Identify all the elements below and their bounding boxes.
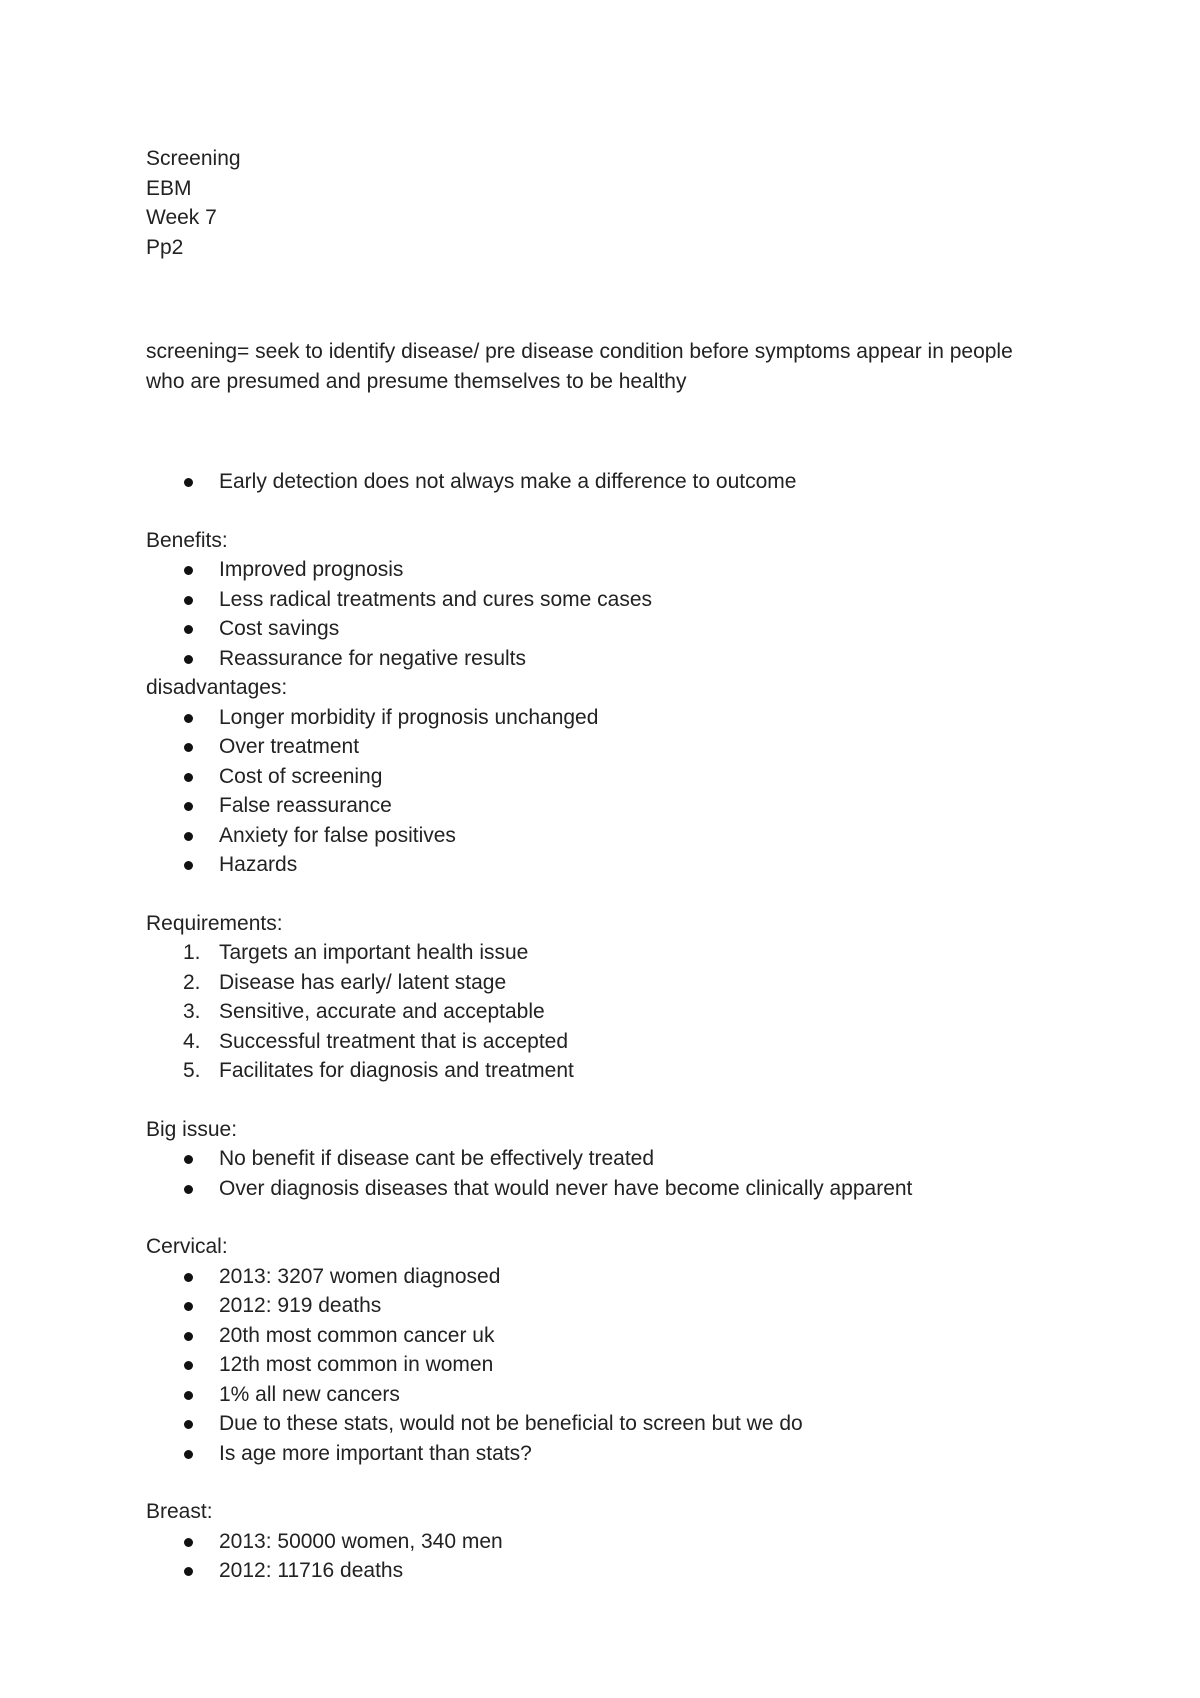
list-number: 2.	[183, 970, 201, 994]
list-item	[146, 1027, 1046, 1057]
bullet-icon	[184, 1302, 193, 1311]
requirements-heading: Requirements:	[146, 911, 283, 935]
spacer	[146, 1203, 1046, 1232]
list-item	[146, 732, 1046, 762]
list-item-text: Anxiety for false positives	[219, 823, 456, 847]
spacer	[146, 1086, 1046, 1115]
list-item	[146, 1144, 1046, 1174]
list-item	[146, 821, 1046, 851]
list-item	[146, 467, 1046, 497]
bullet-icon	[184, 1391, 193, 1400]
list-item	[146, 850, 1046, 880]
list-item-text: Sensitive, accurate and acceptable	[219, 1000, 545, 1023]
bullet-icon	[184, 861, 193, 870]
spacer	[146, 456, 1046, 467]
spacer	[146, 396, 1046, 456]
list-item-text: Targets an important health issue	[219, 941, 529, 964]
list-item-text: Improved prognosis	[219, 558, 404, 581]
list-item-text: 2013: 50000 women, 340 men	[219, 1529, 503, 1553]
list-item	[146, 1056, 1046, 1086]
list-item	[146, 1262, 1046, 1292]
breast-list	[146, 1527, 1046, 1586]
bullet-icon	[184, 832, 193, 841]
bullet-icon	[184, 714, 193, 723]
bullet-icon	[184, 802, 193, 811]
note-list	[146, 467, 1046, 497]
bullet-icon	[184, 566, 193, 575]
list-item	[146, 762, 1046, 792]
bullet-icon	[184, 1361, 193, 1370]
list-item-text: Over diagnosis diseases that would never have become clinically apparent	[219, 1176, 913, 1200]
bullet-icon	[184, 1332, 193, 1341]
bullet-icon	[184, 655, 193, 664]
requirements-list	[146, 938, 1046, 1086]
spacer	[146, 262, 1046, 322]
list-item-text: Cost savings	[219, 617, 340, 640]
list-item	[146, 1439, 1046, 1469]
bullet-icon	[184, 1450, 193, 1459]
bullet-icon	[184, 1155, 193, 1164]
bullet-icon	[184, 1185, 193, 1194]
spacer	[146, 322, 1046, 337]
list-item	[146, 1291, 1046, 1321]
list-number: 3.	[183, 1000, 201, 1023]
cervical-list	[146, 1262, 1046, 1469]
list-item-text: 2013: 3207 women diagnosed	[219, 1264, 501, 1288]
bullet-icon	[184, 773, 193, 782]
list-item-text: Less radical treatments and cures some cases	[219, 587, 653, 611]
list-item	[146, 703, 1046, 733]
list-number: 5.	[183, 1059, 201, 1082]
list-item-text: Hazards	[219, 853, 298, 876]
list-item	[146, 644, 1046, 674]
list-item	[146, 968, 1046, 998]
list-item-text: Is age more important than stats?	[219, 1441, 532, 1465]
big-issue-list	[146, 1144, 1046, 1203]
list-item-text: Facilitates for diagnosis and treatment	[219, 1059, 574, 1082]
bullet-icon	[184, 478, 193, 487]
list-item	[146, 1174, 1046, 1204]
list-item-text: False reassurance	[219, 794, 392, 817]
big-issue-heading: Big issue:	[146, 1117, 238, 1141]
list-item	[146, 1409, 1046, 1439]
list-item-text: 20th most common cancer uk	[219, 1323, 495, 1347]
bullet-icon	[184, 596, 193, 605]
bullet-icon	[184, 1538, 193, 1547]
list-item	[146, 791, 1046, 821]
list-item-text: 2012: 11716 deaths	[219, 1559, 404, 1582]
screening-definition: screening= seek to identify disease/ pre disease condition before symptoms appear in people who are presumed and presume themselves to be healthy	[146, 340, 1013, 393]
list-item	[146, 1350, 1046, 1380]
bullet-icon	[184, 743, 193, 752]
bullet-icon	[184, 1420, 193, 1429]
list-item-text: 12th most common in women	[219, 1353, 494, 1376]
list-item-text: Early detection does not always make a difference to outcome	[219, 470, 797, 493]
list-item-text: Due to these stats, would not be beneficial to screen but we do	[219, 1412, 803, 1435]
list-number: 1.	[183, 941, 201, 964]
list-item-text: Disease has early/ latent stage	[219, 970, 507, 994]
list-item	[146, 938, 1046, 968]
list-item-text: Over treatment	[219, 735, 360, 758]
list-item-text: No benefit if disease cant be effectively treated	[219, 1147, 655, 1170]
list-item-text: 2012: 919 deaths	[219, 1294, 382, 1317]
list-item-text: Cost of screening	[219, 764, 383, 788]
bullet-icon	[184, 1567, 193, 1576]
list-item	[146, 1380, 1046, 1410]
list-item-text: Successful treatment that is accepted	[219, 1029, 569, 1053]
doc-part: Pp2	[146, 235, 184, 259]
list-item-text: Reassurance for negative results	[219, 646, 526, 670]
cervical-heading: Cervical:	[146, 1235, 228, 1258]
bullet-icon	[184, 625, 193, 634]
bullet-icon	[184, 1273, 193, 1282]
disadvantages-list	[146, 703, 1046, 880]
document-page	[146, 144, 1046, 1586]
list-item-text: Longer morbidity if prognosis unchanged	[219, 705, 599, 729]
list-item	[146, 1556, 1046, 1586]
benefits-list	[146, 555, 1046, 673]
spacer	[146, 1468, 1046, 1497]
list-item	[146, 1527, 1046, 1557]
list-number: 4.	[183, 1029, 201, 1053]
breast-heading: Breast:	[146, 1500, 213, 1523]
spacer	[146, 497, 1046, 526]
doc-subject: EBM	[146, 176, 192, 200]
disadvantages-heading: disadvantages:	[146, 676, 288, 699]
list-item	[146, 614, 1046, 644]
benefits-heading: Benefits:	[146, 528, 228, 552]
list-item-text: 1% all new cancers	[219, 1382, 400, 1406]
doc-week: Week 7	[146, 206, 217, 229]
list-item	[146, 997, 1046, 1027]
list-item	[146, 585, 1046, 615]
doc-title: Screening	[146, 147, 241, 170]
list-item	[146, 555, 1046, 585]
spacer	[146, 880, 1046, 909]
list-item	[146, 1321, 1046, 1351]
